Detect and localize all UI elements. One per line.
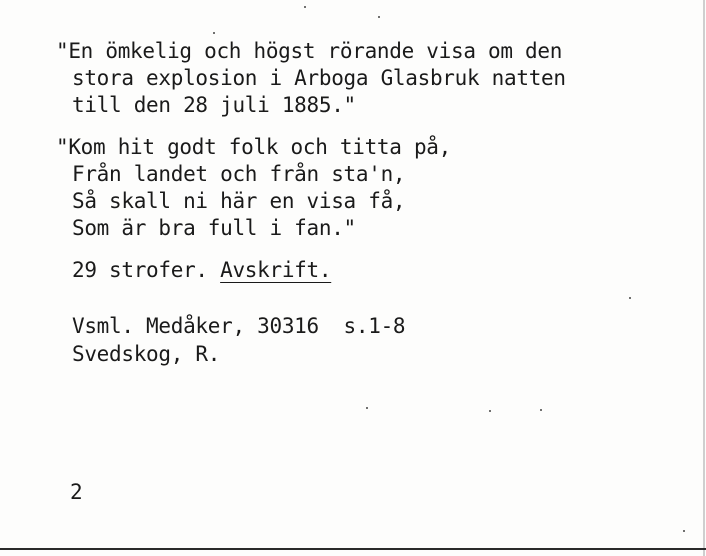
paper-speck [683, 530, 685, 532]
title-line-2: stora explosion i Arboga Glasbruk natten [72, 66, 566, 90]
verse-line-1: "Kom hit godt folk och titta på, [56, 135, 451, 159]
collector-name: Svedskog, R. [72, 342, 221, 366]
card-right-edge [703, 0, 705, 556]
paper-speck [304, 6, 306, 8]
paper-speck [378, 16, 380, 18]
paper-speck [213, 32, 215, 34]
verse-line-3: Så skall ni här en visa få, [72, 189, 406, 213]
paper-speck [629, 297, 631, 299]
title-line-1: "En ömkelig och högst rörande visa om den [56, 39, 563, 63]
title-line-3: till den 28 juli 1885." [72, 93, 356, 117]
page-number: 2 [70, 480, 83, 504]
paper-speck [540, 409, 542, 411]
archive-reference: Vsml. Medåker, 30316 s.1-8 [72, 314, 406, 338]
verse-line-2: Från landet och från sta'n, [72, 162, 406, 186]
avskrift-label: Avskrift. [220, 258, 332, 282]
strofer-count: 29 strofer. [72, 258, 208, 282]
strofer-count-line [72, 257, 331, 283]
verse-line-4: Som är bra full i fan." [72, 216, 356, 240]
paper-speck [366, 407, 368, 409]
paper-speck [489, 410, 491, 412]
card-bottom-edge [0, 548, 706, 550]
